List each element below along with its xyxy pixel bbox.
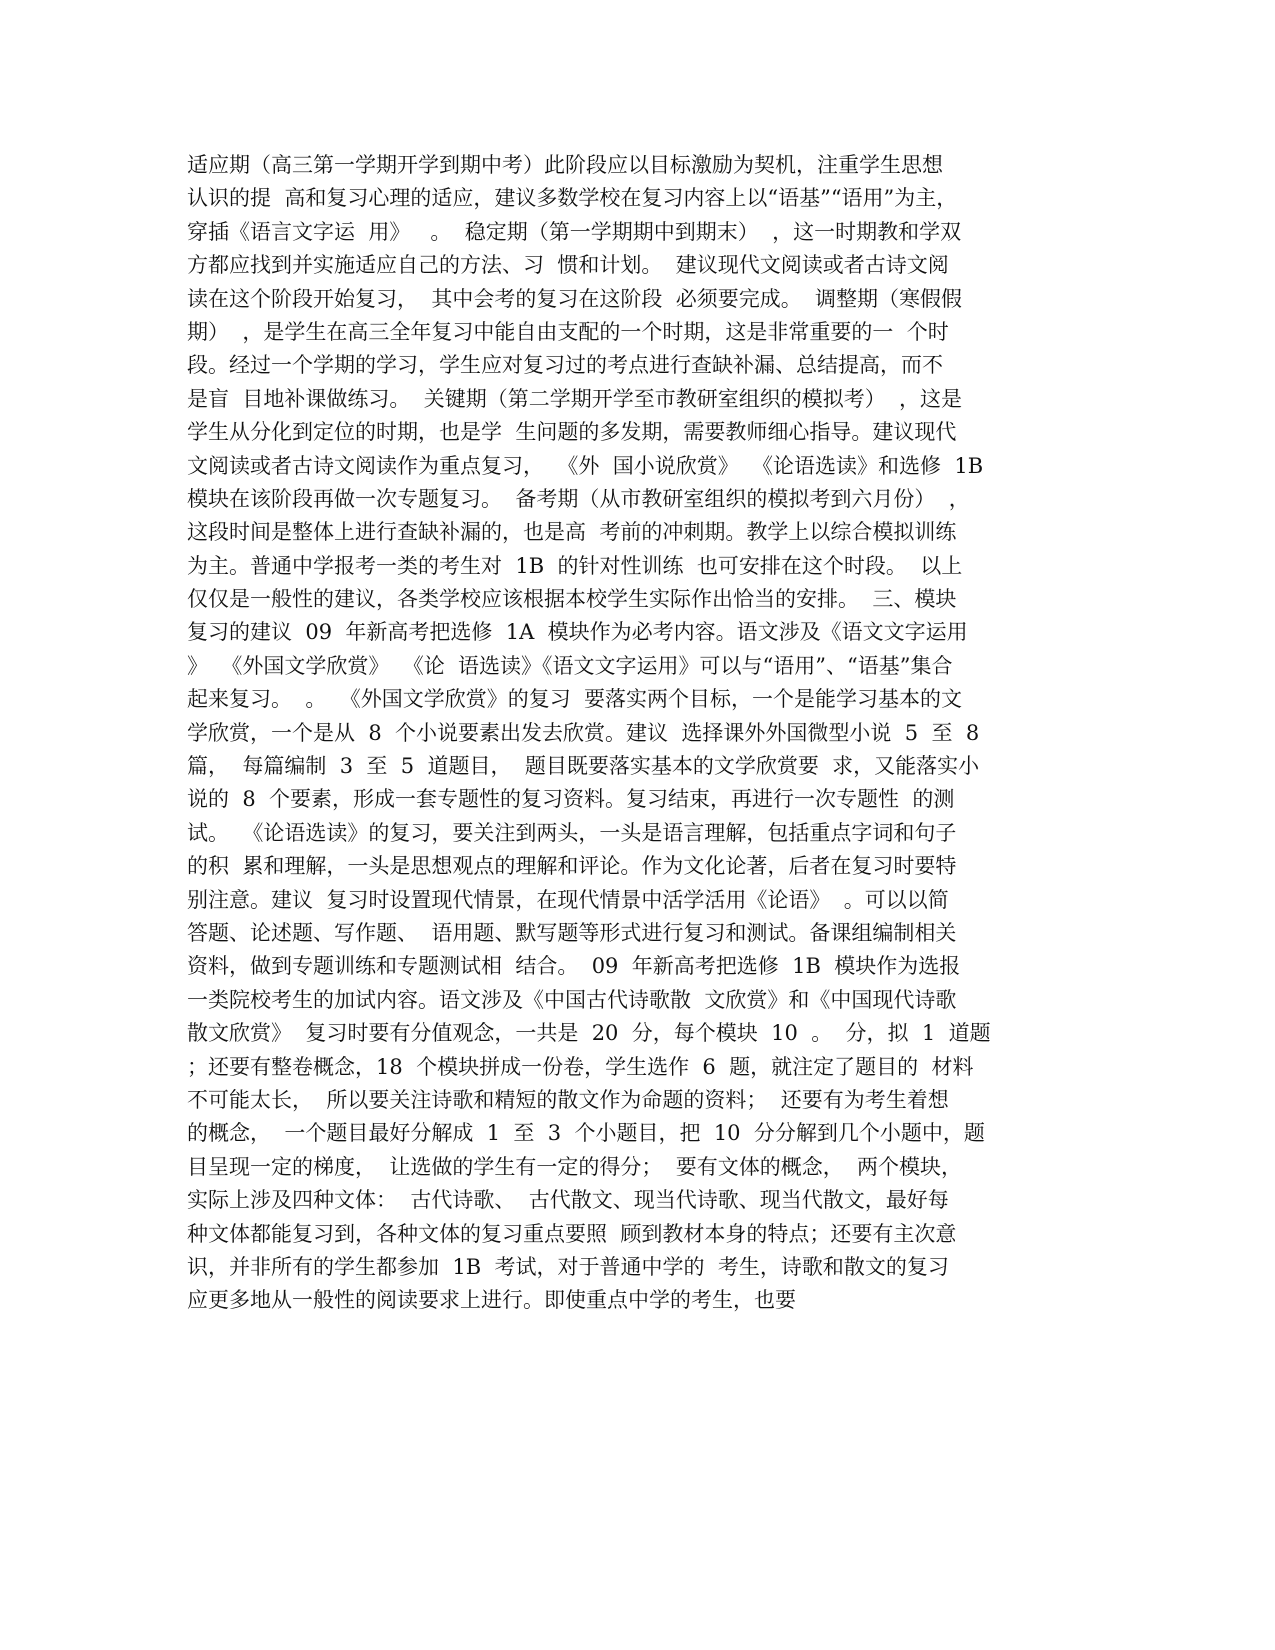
text-line: 》 《外国文学欣赏》 《论 语选读》《语文文字运用》可以与“语用”、“语基”集合 xyxy=(187,653,953,678)
text-line: 段。经过一个学期的学习，学生应对复习过的考点进行查缺补漏、总结提高，而不 xyxy=(187,353,943,378)
text-line: 种文体都能复习到，各种文体的复习重点要照 顾到教材本身的特点；还要有主次意 xyxy=(187,1221,957,1246)
text-line: 答题、论述题、写作题、 语用题、默写题等形式进行复习和测试。备课组编制相关 xyxy=(187,920,957,945)
text-line: 读在这个阶段开始复习， 其中会考的复习在这阶段 必须要完成。 调整期（寒假假 xyxy=(187,286,963,311)
text-line: 是盲 目地补课做练习。 关键期（第二学期开学至市教研室组织的模拟考） ，这是 xyxy=(187,386,963,411)
body-text xyxy=(187,149,1087,1318)
text-line: 为主。普通中学报考一类的考生对 1B 的针对性训练 也可安排在这个时段。 以上 xyxy=(187,553,963,578)
text-line: 应更多地从一般性的阅读要求上进行。即使重点中学的考生，也要 xyxy=(187,1288,796,1313)
text-line: 适应期（高三第一学期开学到期中考）此阶段应以目标激励为契机，注重学生思想 xyxy=(187,153,943,177)
text-line: 散文欣赏》 复习时要有分值观念，一共是 20 分，每个模块 10 。 分，拟 1 道题 xyxy=(187,1021,991,1046)
text-line: 认识的提 高和复习心理的适应，建议多数学校在复习内容上以“语基”“语用”为主， xyxy=(187,186,958,211)
text-line: 实际上涉及四种文体： 古代诗歌、 古代散文、现当代诗歌、现当代散文，最好每 xyxy=(187,1188,949,1213)
text-line: 试。 《论语选读》的复习，要关注到两头，一头是语言理解，包括重点字词和句子 xyxy=(187,820,957,845)
text-line: 说的 8 个要素，形成一套专题性的复习资料。复习结束，再进行一次专题性 的测 xyxy=(187,787,955,812)
text-line: 仅仅是一般性的建议，各类学校应该根据本校学生实际作出恰当的安排。 三、模块 xyxy=(187,587,957,612)
text-line: 别注意。建议 复习时设置现代情景，在现代情景中活学活用《论语》 。可以以简 xyxy=(187,887,949,912)
text-line: 学欣赏，一个是从 8 个小说要素出发去欣赏。建议 选择课外外国微型小说 5 至 8 xyxy=(187,720,980,745)
text-line: 穿插《语言文字运 用》 。 稳定期（第一学期期中到期末） ，这一时期教和学双 xyxy=(187,219,962,244)
text-line: 起来复习。 。 《外国文学欣赏》的复习 要落实两个目标，一个是能学习基本的文 xyxy=(187,687,963,712)
text-line: 期） ，是学生在高三全年复习中能自由支配的一个时期，这是非常重要的一 个时 xyxy=(187,319,949,344)
text-line: ；还要有整卷概念，18 个模块拼成一份卷，学生选作 6 题，就注定了题目的 材料 xyxy=(187,1054,974,1079)
text-line: 模块在该阶段再做一次专题复习。 备考期（从市教研室组织的模拟考到六月份） ， xyxy=(187,486,970,511)
text-line: 方都应找到并实施适应自己的方法、习 惯和计划。 建议现代文阅读或者古诗文阅 xyxy=(187,253,949,278)
text-line: 文阅读或者古诗文阅读作为重点复习， 《外 国小说欣赏》 《论语选读》和选修 1B xyxy=(187,453,984,478)
text-line: 复习的建议 09 年新高考把选修 1A 模块作为必考内容。语文涉及《语文文字运用 xyxy=(187,620,968,645)
text-line: 学生从分化到定位的时期，也是学 生问题的多发期，需要教师细心指导。建议现代 xyxy=(187,420,957,445)
text-line: 的概念， 一个题目最好分解成 1 至 3 个小题目，把 10 分分解到几个小题中，题 xyxy=(187,1121,985,1146)
text-line: 一类院校考生的加试内容。语文涉及《中国古代诗歌散 文欣赏》和《中国现代诗歌 xyxy=(187,987,957,1012)
text-line: 这段时间是整体上进行查缺补漏的，也是高 考前的冲刺期。教学上以综合模拟训练 xyxy=(187,520,957,545)
text-line: 不可能太长， 所以要关注诗歌和精短的散文作为命题的资料； 还要有为考生着想 xyxy=(187,1087,949,1112)
text-line: 识，并非所有的学生都参加 1B 考试，对于普通中学的 考生，诗歌和散文的复习 xyxy=(187,1254,949,1279)
text-line: 目呈现一定的梯度， 让选做的学生有一定的得分； 要有文体的概念， 两个模块， xyxy=(187,1154,963,1179)
text-line: 的积 累和理解，一头是思想观点的理解和评论。作为文化论著，后者在复习时要特 xyxy=(187,854,957,879)
text-line: 篇， 每篇编制 3 至 5 道题目， 题目既要落实基本的文学欣赏要 求，又能落实小 xyxy=(187,754,980,779)
text-line: 资料，做到专题训练和专题测试相 结合。 09 年新高考把选修 1B 模块作为选报 xyxy=(187,954,961,979)
